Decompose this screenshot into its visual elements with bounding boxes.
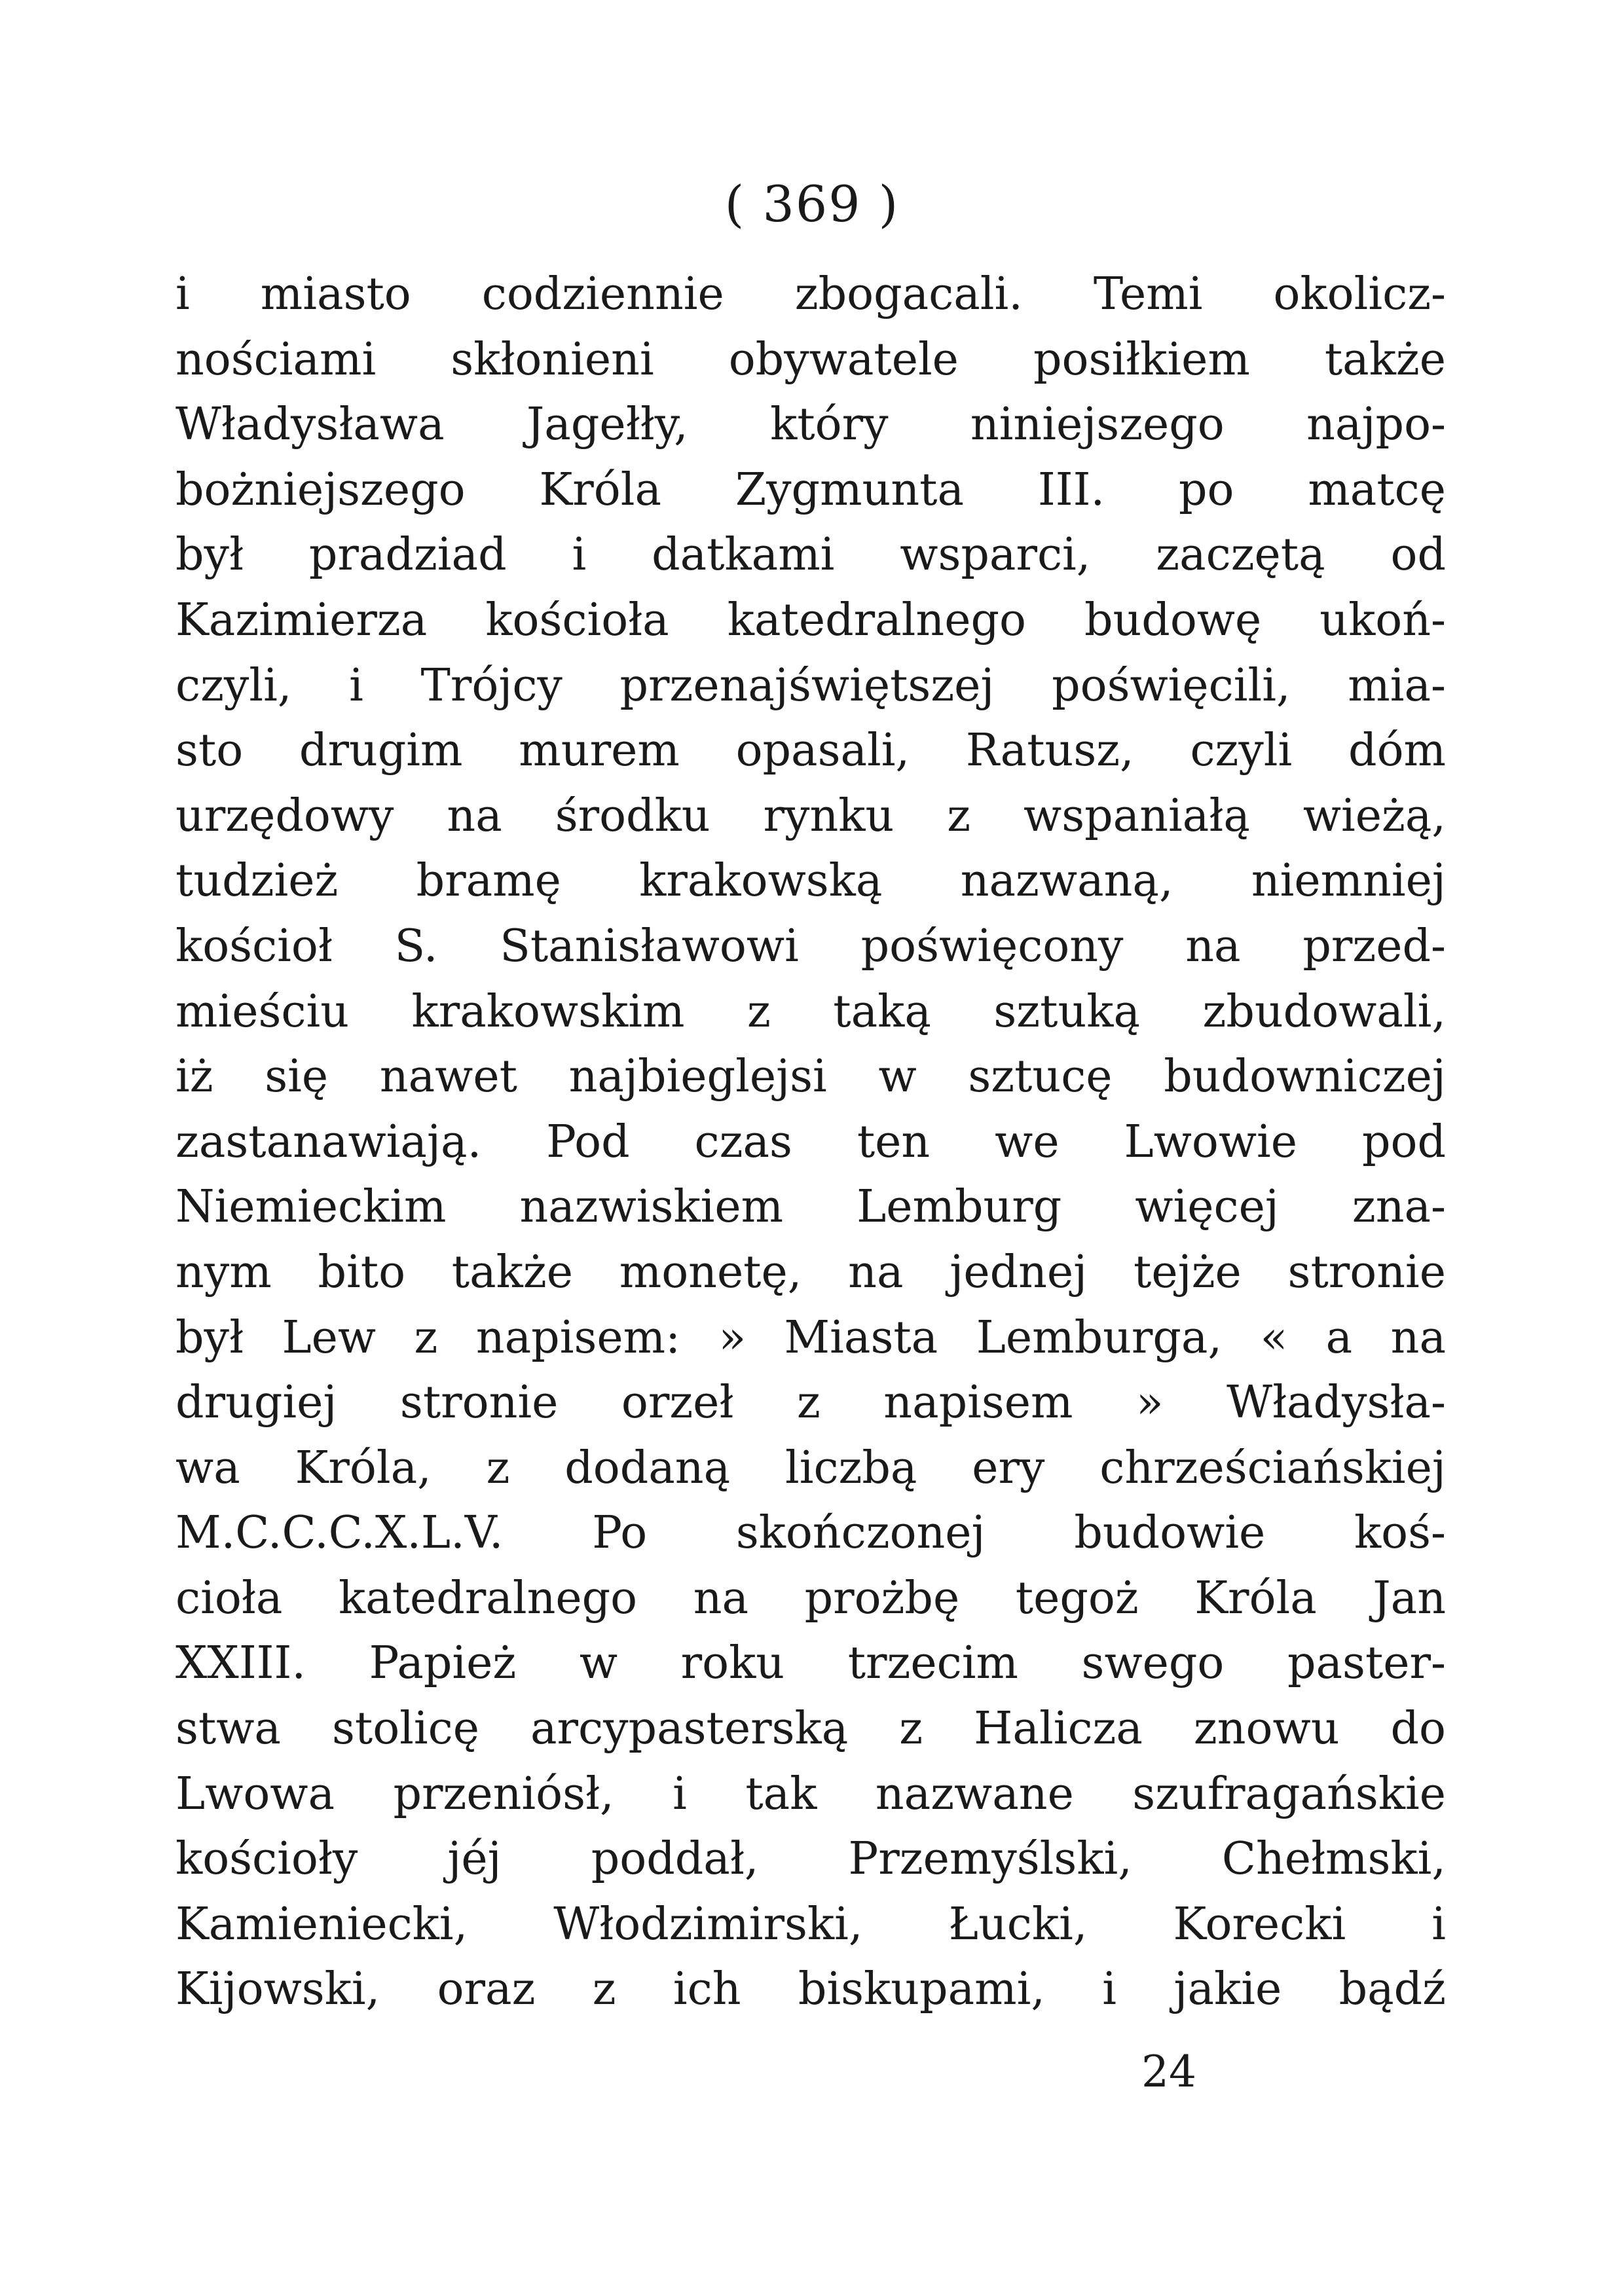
text-line: nościami skłonieni obywatele posiłkiem także [175, 333, 1446, 386]
text-line: XXIII. Papież w roku trzecim swego paster- [175, 1637, 1446, 1690]
text-line: kościoł S. Stanisławowi poświęcony na przed- [175, 920, 1446, 972]
body-text [175, 262, 1446, 2022]
page-number: ( 369 ) [724, 175, 900, 233]
text-line: kościoły jéj poddał, Przemyślski, Chełmski, [175, 1833, 1446, 1886]
text-line: cioła katedralnego na prożbę tegoż Króla Jan [175, 1572, 1446, 1624]
text-line: czyli, i Trójcy przenajświętszej poświęcili, mia- [175, 659, 1446, 712]
text-line: sto drugim murem opasali, Ratusz, czyli dóm [175, 725, 1446, 777]
text-line: Niemieckim nazwiskiem Lemburg więcej zna- [175, 1181, 1446, 1233]
text-line: był Lew z napisem: » Miasta Lemburga, « a na [175, 1311, 1446, 1364]
text-line: i miasto codziennie zbogacali. Temi okolicz- [175, 268, 1446, 320]
text-line: M.C.C.C.X.L.V. Po skończonej budowie koś- [175, 1507, 1446, 1559]
text-line: wa Króla, z dodaną liczbą ery chrześciańskiej [175, 1442, 1446, 1494]
text-line: stwa stolicę arcypasterską z Halicza znowu do [175, 1703, 1446, 1755]
text-line: tudzież bramę krakowską nazwaną, niemniej [175, 855, 1446, 907]
text-line: bożniejszego Króla Zygmunta III. po matcę [175, 464, 1446, 516]
text-line: drugiej stronie orzeł z napisem » Władysła- [175, 1377, 1446, 1429]
signature-mark: 24 [1141, 2047, 1196, 2097]
text-line: mieściu krakowskim z taką sztuką zbudowali, [175, 985, 1446, 1038]
text-line: Lwowa przeniósł, i tak nazwane szufragańskie [175, 1768, 1446, 1820]
text-line: Kazimierza kościoła katedralnego budowę ukoń- [175, 594, 1446, 646]
text-line: zastanawiają. Pod czas ten we Lwowie pod [175, 1116, 1446, 1168]
text-line: był pradziad i datkami wsparci, zaczętą od [175, 529, 1446, 581]
text-line: iż się nawet najbieglejsi w sztucę budowniczej [175, 1051, 1446, 1103]
text-line: Kijowski, oraz z ich biskupami, i jakie bądź [175, 1963, 1446, 2016]
text-line: Kamieniecki, Włodzimirski, Łucki, Korecki i [175, 1898, 1446, 1950]
text-line: Władysława Jagełły, który niniejszego najpo- [175, 399, 1446, 451]
text-line: nym bito także monetę, na jednej tejże stronie [175, 1246, 1446, 1298]
text-line: urzędowy na środku rynku z wspaniałą wieżą, [175, 790, 1446, 842]
